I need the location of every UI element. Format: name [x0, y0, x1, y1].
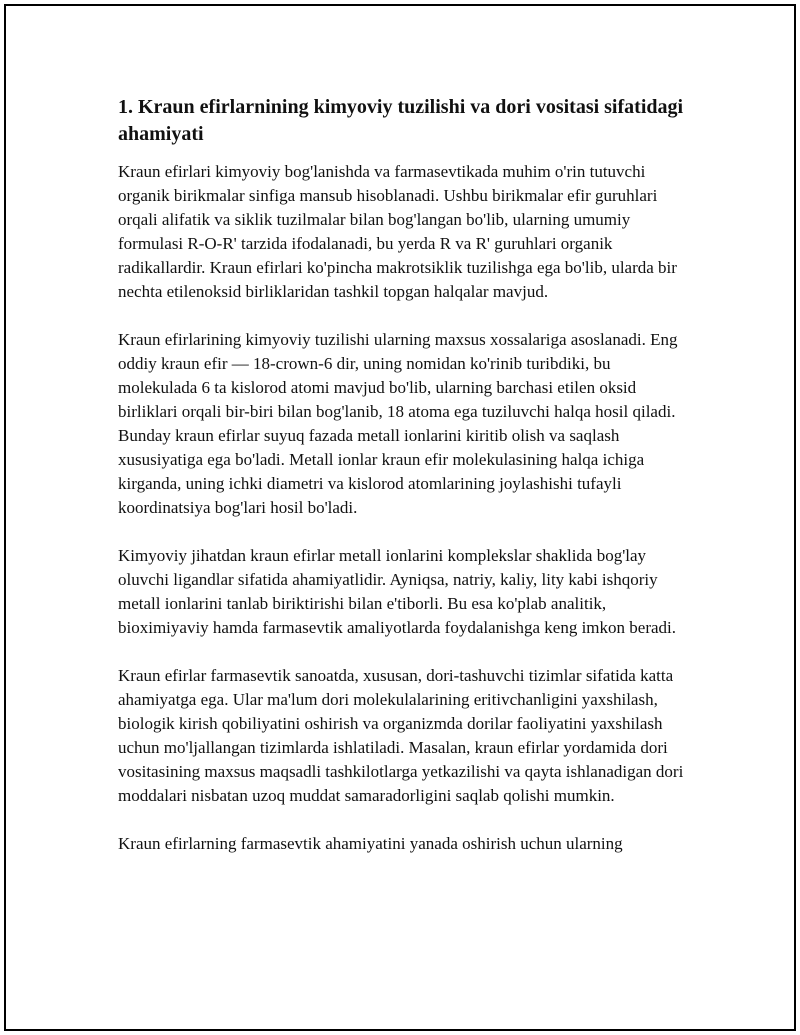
paragraph-2: Kraun efirlarining kimyoviy tuzilishi ularning maxsus xossalariga asoslanadi. Eng oddiy kraun efir — 18-crown-6 dir, uning nomidan ko'rinib turibdiki, bu molekulada 6 ta kislorod atomi mavjud bo'lib, ularning barchasi etilen oksid birliklari orqali bir-biri bilan bog'lanib, 18 atoma ega tuziluvchi halqa hosil qiladi. Bunday kraun efirlar suyuq fazada metall ionlarini kiritib olish va saqlash xususiyatiga ega bo'ladi. Metall ionlar kraun efir molekulasining halqa ichiga kirganda, uning ichki diametri va kislorod atomlarining joylashishi tufayli koordinatsiya bog'lari hosil bo'ladi. [118, 330, 678, 517]
paragraph-4: Kraun efirlar farmasevtik sanoatda, xususan, dori-tashuvchi tizimlar sifatida katta ahamiyatga ega. Ular ma'lum dori molekulalarining eritivchanligini yaxshilash, biologik kirish qobiliyatini oshirish va organizmda dorilar faoliyatini yaxshilash uchun mo'ljallangan tizimlarda ishlatiladi. Masalan, kraun efirlar yordamida dori vositasining maxsus maqsadli tashkilotlarga yetkazilishi va qayta ishlanadigan dori moddalari nisbatan uzoq muddat samaradorligini saqlab qolishi mumkin. [118, 666, 684, 805]
section-heading: 1. Kraun efirlarnining kimyoviy tuzilishi va dori vositasi sifatidagi ahamiyati [118, 96, 684, 145]
paragraph-3: Kimyoviy jihatdan kraun efirlar metall ionlarini komplekslar shaklida bog'lay oluvchi ligandlar sifatida ahamiyatlidir. Ayniqsa, natriy, kaliy, lity kabi ishqoriy metall ionlarini tanlab biriktirishi bilan e'tiborli. Bu esa ko'plab analitik, bioximiyaviy hamda farmasevtik amaliyotlarda foydalanishga keng imkon beradi. [118, 546, 677, 637]
paragraph-1: Kraun efirlari kimyoviy bog'lanishda va farmasevtikada muhim o'rin tutuvchi organik birikmalar sinfiga mansub hisoblanadi. Ushbu birikmalar efir guruhlari orqali alifatik va siklik tuzilmalar bilan bog'langan bo'lib, ularning umumiy formulasi R-O-R' tarzida ifodalanadi, bu yerda R va R' guruhlari organik radikallardir. Kraun efirlari ko'pincha makrotsiklik tuzilishga ega bo'lib, ularda bir nechta etilenoksid birliklaridan tashkil topgan halqalar mavjud. [118, 162, 677, 301]
document-content [118, 94, 684, 856]
paragraph-5: Kraun efirlarning farmasevtik ahamiyatini yanada oshirish uchun ularning [118, 834, 623, 853]
